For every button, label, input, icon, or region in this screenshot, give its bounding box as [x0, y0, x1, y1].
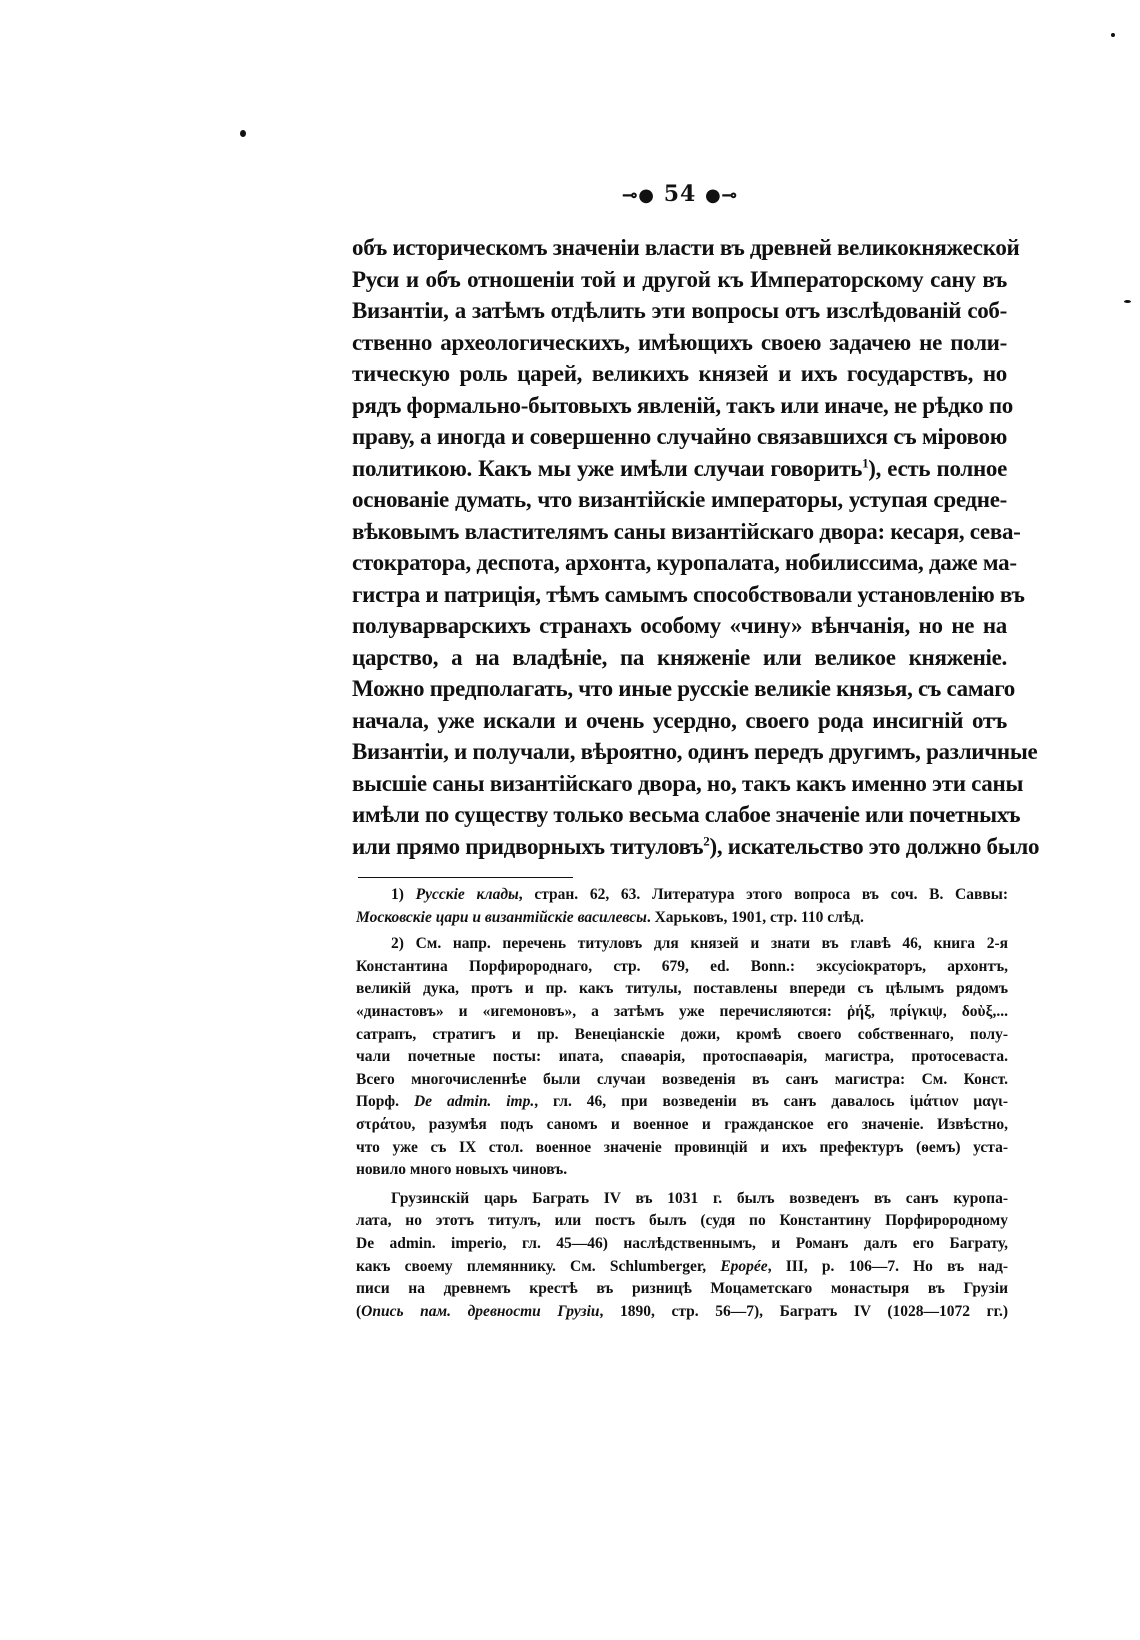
footnote-text: . Харьковъ, 1901, стр. 110 слѣд.	[646, 908, 864, 926]
footnote-ref: 2	[703, 832, 710, 848]
text-fragment: политикою. Какъ мы уже имѣли случаи говорить	[352, 455, 863, 481]
text-line	[352, 831, 1040, 863]
footnote-number: 1)	[391, 886, 404, 903]
footnote-separator	[358, 877, 573, 878]
footnote-line: 2) См. напр. перечень титуловъ для князей и знати въ главѣ 46, книга 2-я	[391, 935, 1008, 953]
text-line: объ историческомъ значеніи власти въ древней великокняжеской	[352, 235, 1020, 260]
footnote-italic: Московскіе цари и византійскіе василевсы	[356, 908, 647, 926]
page-number	[0, 181, 1140, 207]
text-line: Можно предполагать, что иные русскіе великіе князья, съ самаго	[352, 676, 1016, 701]
text-line: гистра и патриція, тѣмъ самымъ способствовали установленію въ	[352, 581, 1025, 607]
text-line: Византіи, и получали, вѣроятно, одинъ передъ другимъ, различные	[352, 739, 1038, 764]
footnote-ref: 1	[862, 454, 869, 470]
footnote-text: , гл. 46,	[534, 1093, 622, 1111]
page-number-value: 54	[663, 181, 697, 207]
footnote-line	[356, 884, 1008, 907]
text-fragment: ), искательство это должно было	[709, 833, 1040, 859]
text-line: вѣковымъ властителямъ саны византійскаго двора: кесаря, сева-	[352, 518, 1021, 544]
footnote-line	[356, 907, 1008, 930]
text-line: царство, а на владѣніе, па княженіе или великое княженіе.	[352, 644, 1007, 670]
text-line: высшіе саны византійскаго двора, но, такъ какъ именно эти саны	[352, 770, 1024, 796]
folio-ornament-right: ●⊸	[704, 185, 738, 206]
footnotes	[356, 884, 1008, 1327]
footnote-line	[356, 1256, 1008, 1279]
footnote-italic: De admin. imp.	[413, 1093, 535, 1111]
footnote-text: , стран. 62, 63. Литература этого вопроса въ соч. В. Саввы:	[518, 886, 1008, 903]
footnote-3	[356, 1188, 1008, 1324]
footnote-2	[356, 933, 1008, 1182]
footnote-line: лата, но этотъ титулъ, или постъ былъ (судя по Константину Порфирородному	[356, 1212, 1008, 1230]
footnote-line: сатрапъ, стратигъ и пр. Венеціанскіе дожи, кромѣ своего собственнаго, полу-	[356, 1025, 1008, 1043]
footnote-line: Константина Порфиророднаго, стр. 679, ed. Bonn.: эксусіократоръ, архонтъ,	[356, 957, 1008, 975]
footnote-text: при возведеніи въ санъ давалось ἱμάτιον μαγι-	[621, 1093, 1009, 1111]
text-line: ственно археологическихъ, имѣющихъ своею задачею не поли-	[352, 329, 1007, 355]
scan-speck	[1111, 33, 1115, 37]
footnote-text: какъ своему племяннику. См. Schlumberger,	[356, 1257, 721, 1275]
footnote-line: что уже съ IX стол. военное значеніе провинцій и ихъ префектуръ (ѳемъ) уста-	[356, 1138, 1008, 1156]
footnote-1	[356, 884, 1008, 929]
footnote-line	[356, 1301, 1008, 1324]
footnote-italic: Опись пам. древности Грузіи	[361, 1302, 600, 1320]
footnote-italic: Русскіе клады	[415, 886, 519, 903]
footnote-line: новило много новыхъ чиновъ.	[356, 1161, 568, 1179]
footnote-line: Грузинскій царь Баграть IV въ 1031 г. былъ возведенъ въ санъ куропа-	[391, 1189, 1008, 1207]
text-line: начала, уже искали и очень усердно, своего рода инсигній отъ	[352, 707, 1007, 733]
text-line: имѣли по существу только весьма слабое значеніе или почетныхъ	[352, 802, 1021, 827]
footnote-line: De admin. imperio, гл. 45—46) наслѣдственнымъ, и Романъ далъ его Баграту,	[356, 1234, 1008, 1252]
footnote-line: Всего многочисленнѣе были случаи возведенія въ санъ магистра: См. Конст.	[356, 1070, 1008, 1088]
text-line: полуварварскихъ странахъ особому «чину» вѣнчанія, но не на	[352, 613, 1007, 638]
folio-ornament-left: ⊸●	[622, 185, 656, 206]
text-line: тическую роль царей, великихъ князей и ихъ государствъ, но	[352, 361, 1007, 386]
text-line: Византіи, а затѣмъ отдѣлить эти вопросы отъ изслѣдованій соб-	[352, 298, 1007, 323]
footnote-italic: Epopée	[720, 1257, 768, 1275]
footnote-text: , III, p. 106—7. Но въ над-	[767, 1257, 1008, 1275]
footnote-line: «династовъ» и «игемоновъ», а затѣмъ уже перечисляются: ῥήξ, πρίγκιψ, δοὺξ,...	[356, 1002, 1008, 1020]
text-line: Руси и объ отношеніи той и другой къ Императорскому сану въ	[352, 266, 1007, 292]
footnote-line: στράτου, разумѣя подъ саномъ и военное и гражданское его значеніе. Извѣстно,	[356, 1115, 1008, 1133]
footnote-line: писи на древнемъ крестѣ въ ризницѣ Моцаметскаго монастыря въ Грузіи	[356, 1280, 1008, 1298]
footnote-line: чали почетные посты: ипата, спаѳарія, протоспаѳарія, магистра, протосеваста.	[356, 1048, 1008, 1066]
text-line	[352, 453, 1007, 485]
scan-speck	[1124, 300, 1131, 303]
text-line: праву, а иногда и совершенно случайно связавшихся съ міровою	[352, 424, 1007, 449]
main-text	[352, 232, 1040, 862]
text-fragment: или прямо придворныхъ титуловъ	[352, 833, 704, 859]
text-line: стократора, деспота, архонта, куропалата, нобилиссима, даже ма-	[352, 550, 1017, 575]
footnote-text: Порф.	[356, 1093, 414, 1111]
text-fragment: ), есть полное	[868, 455, 1008, 481]
footnote-text: , 1890, стр. 56—7), Багратъ IV (1028—1072 гг.)	[599, 1302, 1008, 1320]
text-line: рядъ формально-бытовыхъ явленій, такъ или иначе, не рѣдко по	[352, 392, 1013, 418]
footnote-line: великій дука, протъ и пр. какъ титулы, поставлены впереди съ цѣлымъ рядомъ	[356, 980, 1008, 998]
footnote-line	[356, 1091, 1008, 1114]
text-line: основаніе думать, что византійскіе императоры, уступая средне-	[352, 487, 1007, 512]
scan-speck	[240, 130, 246, 137]
footnote-text: (	[356, 1302, 362, 1320]
